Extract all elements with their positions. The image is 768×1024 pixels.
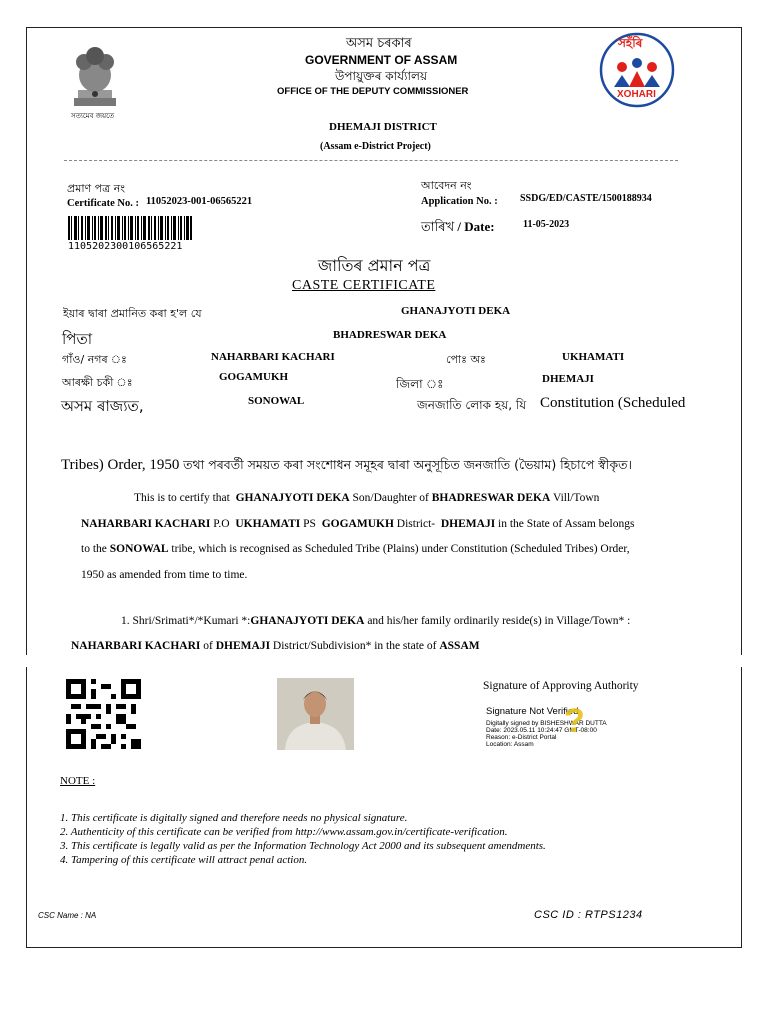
certify-label: ইয়াৰ দ্বাৰা প্ৰমানিত কৰা হ'ল যে	[63, 307, 202, 320]
body-line-1	[134, 492, 599, 505]
date-value: 11-05-2023	[523, 219, 570, 230]
body-state: ASSAM	[439, 640, 480, 652]
body-text: tribe, which is recognised as Scheduled Tribe (Plains) under Constitution (Scheduled Tribes) Order,	[171, 543, 630, 555]
po-label: পোঃ অঃ	[446, 353, 486, 366]
body-father: BHADRESWAR DEKA	[431, 492, 551, 504]
body-text: PS	[303, 518, 316, 530]
body-text: and his/her family ordinarily reside(s) in Village/Town* :	[367, 615, 631, 627]
ps-label: আৰক্ষী চকী ঃ	[62, 376, 133, 389]
signature-status: Signature Not Verified	[486, 706, 579, 717]
body-name: GHANAJYOTI DEKA	[235, 492, 350, 504]
field-name: GHANAJYOTI DEKA	[401, 305, 511, 317]
body-tribe: SONOWAL	[109, 543, 169, 555]
signature-line-2: Date: 2023.05.11 10:24:47 GMT-08:00	[486, 727, 597, 734]
father-label: পিতা	[62, 330, 93, 348]
body-text: of	[203, 640, 213, 652]
body-line-4: 1950 as amended from time to time.	[81, 569, 248, 581]
body-line-3	[81, 543, 630, 556]
body-line-6	[71, 640, 480, 653]
barcode-icon	[68, 216, 192, 240]
body-text: to the	[81, 543, 107, 555]
app-no-label: Application No. :	[421, 196, 498, 207]
applicant-photo	[277, 678, 354, 750]
person-photo-icon	[277, 678, 354, 750]
qr-code	[66, 679, 141, 754]
body-text: in the State of Assam belongs	[498, 518, 635, 530]
cert-no-label-as: প্ৰমাণ পত্ৰ নং	[67, 182, 126, 195]
constitution-text: Constitution (Scheduled	[540, 395, 686, 411]
dist-label: জিলা ঃ	[396, 377, 444, 391]
certificate-frame	[26, 27, 742, 948]
note-item: 1. This certificate is digitally signed and therefore needs no physical signature.	[60, 812, 408, 824]
body-village: NAHARBARI KACHARI	[81, 518, 211, 530]
signature-unverified-mark: ?	[564, 702, 585, 740]
body-text: Vill/Town	[552, 492, 600, 504]
header-govt: GOVERNMENT OF ASSAM	[305, 53, 458, 67]
csc-id: CSC ID : RTPS1234	[534, 909, 643, 921]
app-no-label-as: আবেদন নং	[421, 179, 472, 192]
signature-heading: Signature of Approving Authority	[483, 680, 639, 692]
tribe-phrase: জনজাতি লোক হয়, যি	[417, 398, 527, 412]
signature-line-3: Reason: e-District Portal	[486, 734, 557, 741]
village-label: গাঁও/ নগৰ ঃ	[62, 353, 127, 366]
body-ps: GOGAMUKH	[321, 518, 394, 530]
signature-line-4: Location: Assam	[486, 741, 534, 748]
body-text: District/Subdivision* in the state of	[272, 640, 437, 652]
cert-no-value: 11052023-001-06565221	[146, 196, 253, 207]
app-no-value: SSDG/ED/CASTE/1500188934	[520, 193, 652, 204]
body-line-2	[81, 518, 634, 531]
tribes-line	[61, 457, 632, 477]
field-village: NAHARBARI KACHARI	[211, 351, 335, 363]
header-office: OFFICE OF THE DEPUTY COMMISSIONER	[277, 86, 469, 97]
header-district: DHEMAJI DISTRICT	[329, 121, 437, 133]
body-text: P.O	[213, 518, 230, 530]
tribes-line-en: Tribes) Order, 1950	[61, 457, 180, 473]
field-tribe: SONOWAL	[248, 395, 305, 407]
date-label: / Date:	[454, 219, 495, 234]
emblem-motto: সত্যমেব জয়তে	[71, 112, 115, 120]
field-po: UKHAMATI	[562, 351, 625, 363]
xohari-logo	[598, 31, 676, 109]
body-dist: DHEMAJI	[440, 518, 496, 530]
body-dist: DHEMAJI	[215, 640, 271, 652]
header-assamese-govt: অসম চৰকাৰ	[346, 36, 412, 51]
body-text: 1. Shri/Srimati*/*Kumari *:	[121, 615, 251, 627]
title-assamese: জাতিৰ প্ৰমান পত্ৰ	[318, 256, 431, 275]
title-english: CASTE CERTIFICATE	[292, 278, 436, 293]
body-text: This is to certify that	[134, 492, 230, 504]
header-assamese-office: উপায়ুক্তৰ কাৰ্য্যালয়	[335, 69, 428, 83]
date-line	[421, 218, 495, 239]
body-text: District-	[396, 518, 436, 530]
body-name: GHANAJYOTI DEKA	[250, 615, 365, 627]
tribes-line-as: তথা পৰবৰ্তী সময়ত কৰা সংশোধন সমূহৰ দ্বাৰা অনুসূচিত জনজাতি (ভৈয়াম) হিচাপে স্বীকৃত।	[183, 457, 632, 472]
lion-capital-icon	[66, 40, 124, 112]
logo-bottom-text: XOHARI	[617, 89, 656, 100]
field-father: BHADRESWAR DEKA	[333, 329, 447, 341]
page-break-gap	[26, 655, 742, 667]
state-emblem	[66, 40, 124, 120]
note-list	[60, 811, 546, 867]
csc-name: CSC Name : NA	[38, 911, 97, 920]
note-item: 4. Tampering of this certificate will attract penal action.	[60, 854, 308, 866]
note-item: 2. Authenticity of this certificate can be verified from http://www.assam.gov.in/certificate-verification.	[60, 826, 508, 838]
body-po: UKHAMATI	[235, 518, 301, 530]
body-line-5	[121, 615, 630, 628]
logo-top-text: সহঁৰি	[618, 36, 643, 50]
body-village: NAHARBARI KACHARI	[71, 640, 201, 652]
note-item: 3. This certificate is legally valid as per the Information Technology Act 2000 and its subsequent amendments.	[60, 840, 546, 852]
field-ps: GOGAMUKH	[219, 371, 289, 383]
field-dist: DHEMAJI	[542, 373, 594, 385]
body-text: Son/Daughter of	[352, 492, 429, 504]
header-project: (Assam e-District Project)	[320, 141, 431, 152]
note-title: NOTE :	[60, 775, 96, 787]
qr-code-icon	[66, 679, 141, 749]
header-divider	[64, 160, 678, 161]
barcode-text: 110520230010656522​1	[68, 241, 183, 252]
state-label: অসম ৰাজ্যত,	[61, 397, 144, 415]
cert-no-label: Certificate No. :	[67, 198, 140, 209]
signature-line-1: Digitally signed by BISHESHWAR DUTTA	[486, 720, 607, 727]
date-label-as: তাৰিখ	[421, 220, 455, 235]
